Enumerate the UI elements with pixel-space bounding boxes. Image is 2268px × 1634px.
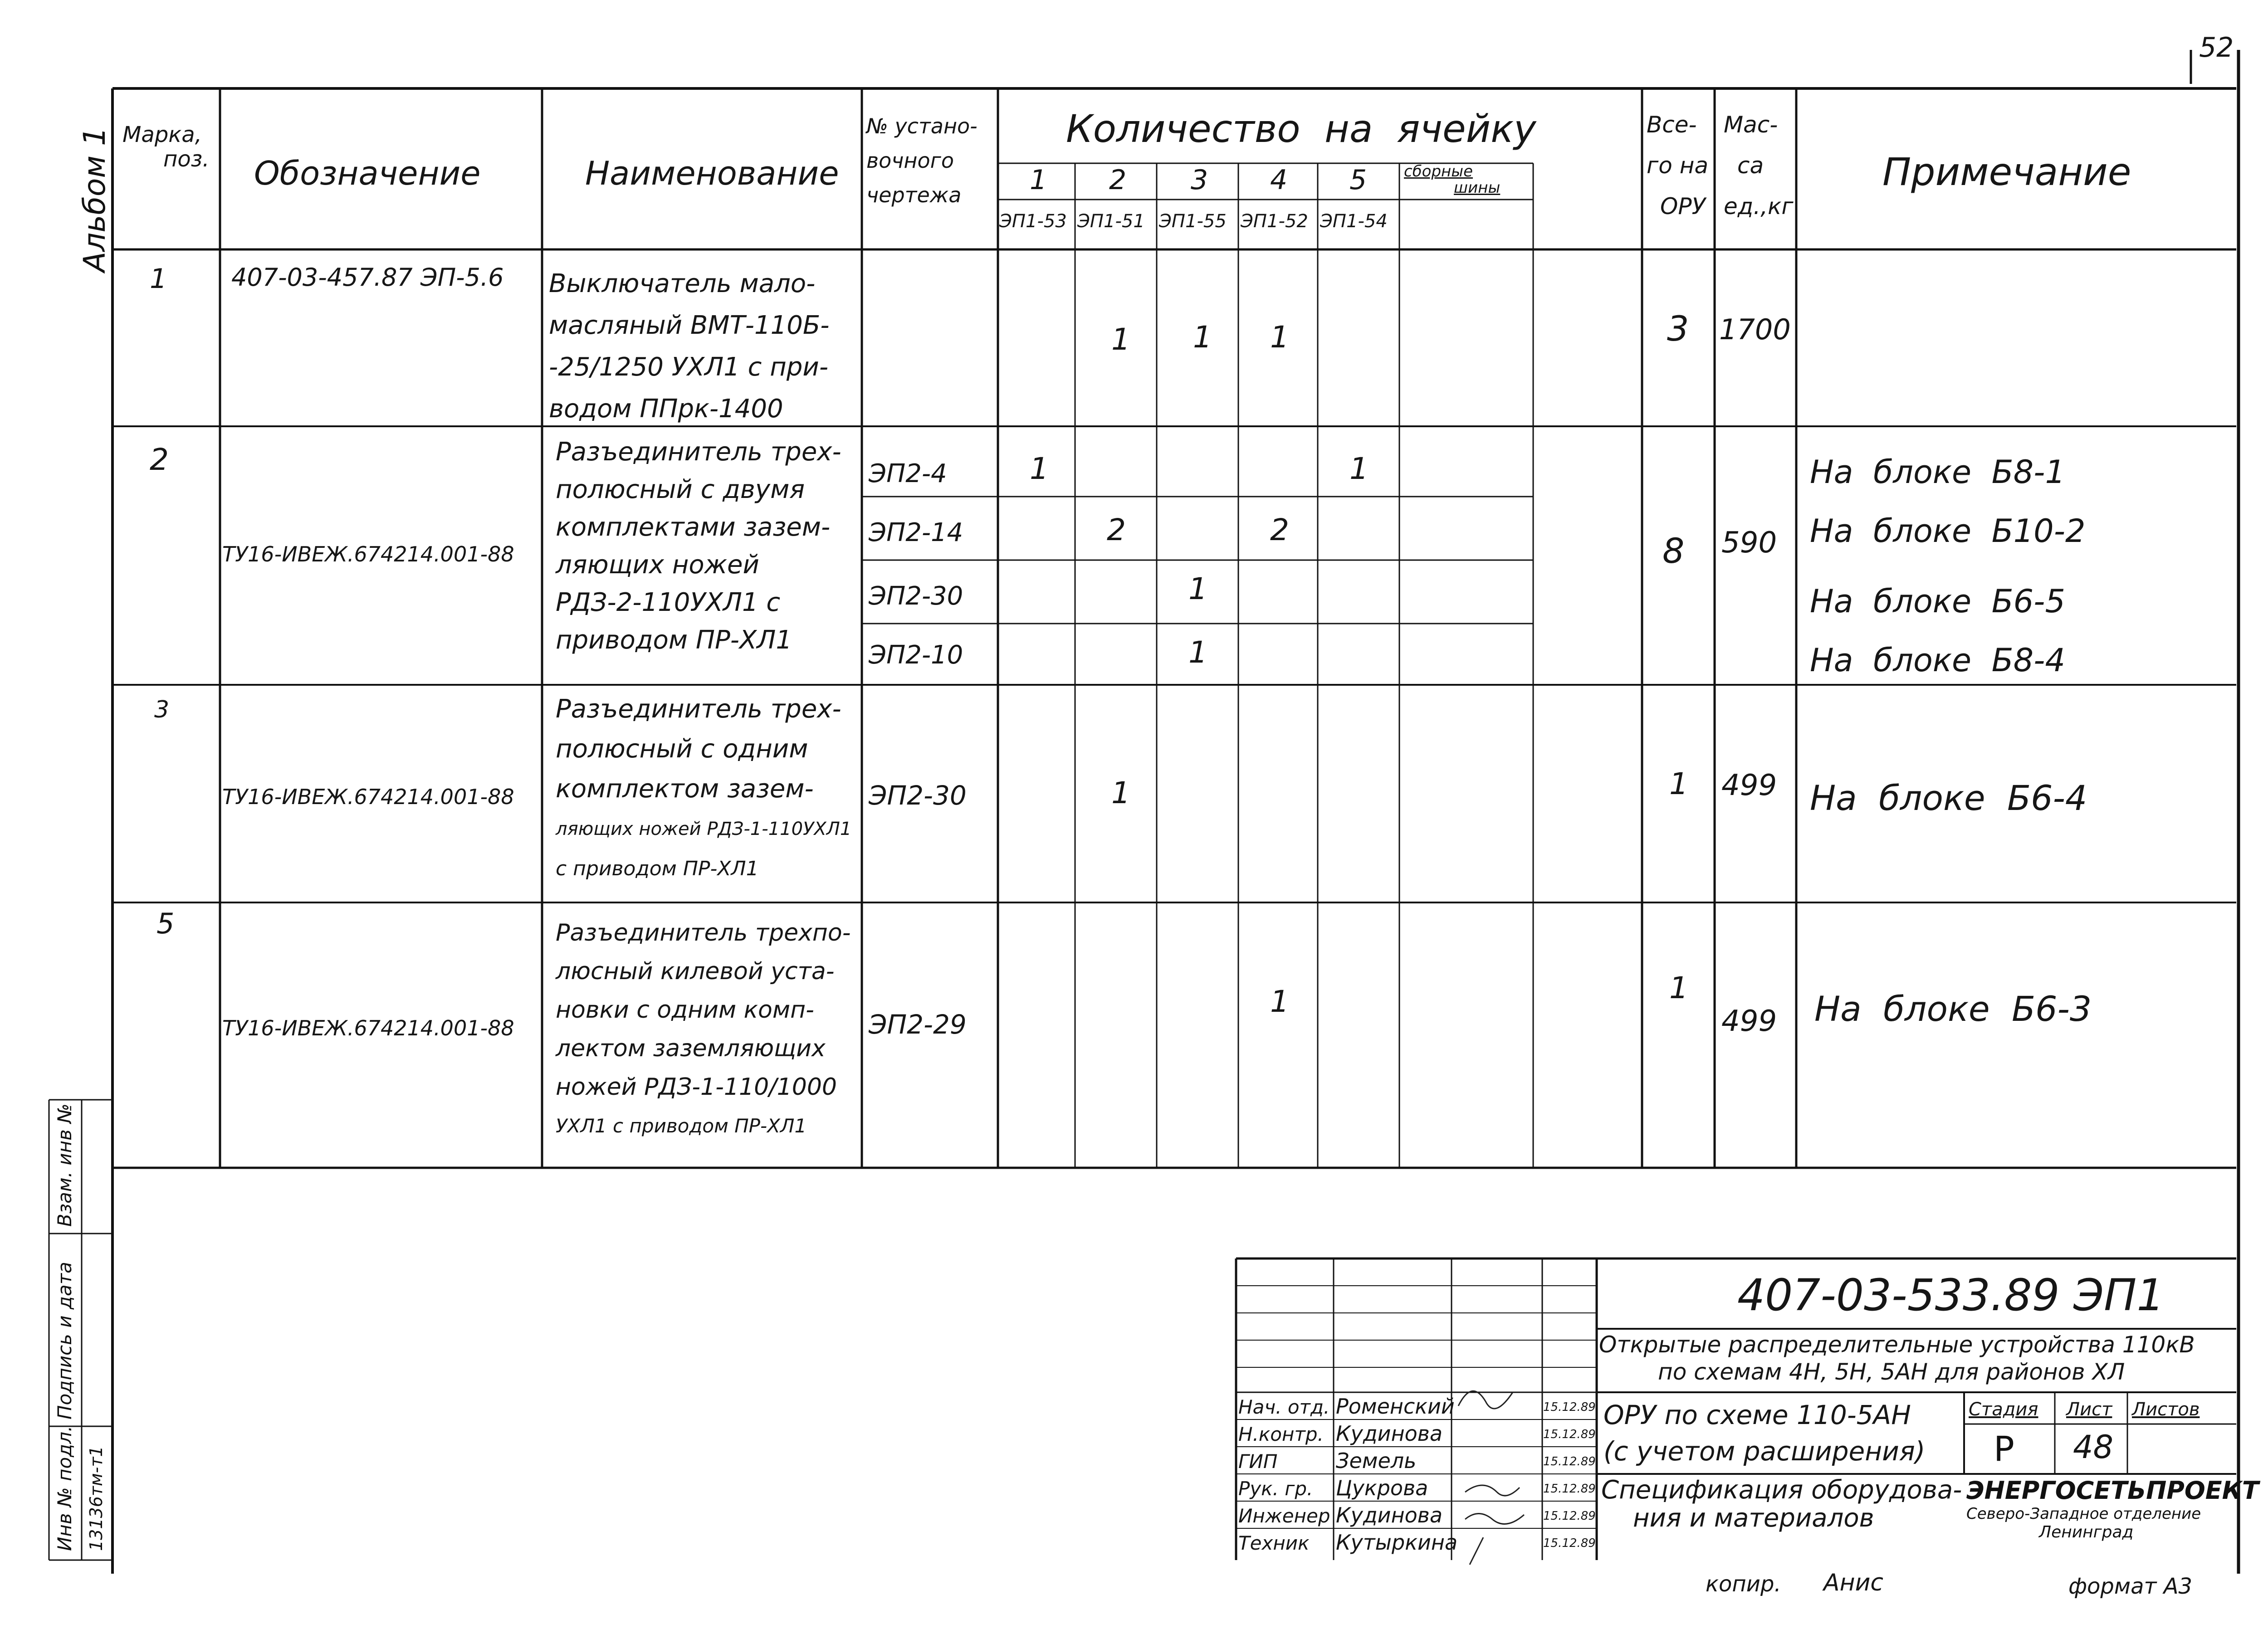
row-1-pos: 1 xyxy=(150,263,167,295)
staff-date-2: 15.12.89 xyxy=(1543,1428,1596,1441)
sheet-value: 48 xyxy=(2073,1429,2114,1466)
row-1-name-line-3: -25/1250 УХЛ1 с при- xyxy=(549,352,829,382)
sheet-label: Лист xyxy=(2066,1399,2112,1420)
row-4-name-line-3: новки с одним комп- xyxy=(556,996,814,1024)
header-total-line-1: Все- xyxy=(1647,112,1697,138)
staff-date-6: 15.12.89 xyxy=(1543,1536,1596,1550)
footer-format: формат А3 xyxy=(2068,1574,2193,1599)
row-2-note-4: На блоке Б8-4 xyxy=(1810,642,2065,679)
row-3-note: На блоке Б6-4 xyxy=(1810,778,2087,818)
header-drawing-line-1: № устано- xyxy=(866,114,978,138)
row-2-drawing-2: ЭП2-14 xyxy=(869,518,963,547)
header-drawing-line-2: вочного xyxy=(866,148,954,173)
header-name: Наименование xyxy=(585,154,839,192)
row-2-drawing-4: ЭП2-10 xyxy=(869,640,963,670)
staff-name-4: Цукрова xyxy=(1336,1476,1428,1500)
row-1-qty-col-4: 1 xyxy=(1270,320,1289,355)
row-2-name xyxy=(556,433,841,659)
row-2-note-3: На блоке Б6-5 xyxy=(1810,583,2065,620)
stamp-sign-label: Подпись и дата xyxy=(54,1262,76,1419)
header-designation: Обозначение xyxy=(254,154,481,192)
row-2-name-line-3: комплектами зазем- xyxy=(556,512,831,542)
row-4-mass: 499 xyxy=(1721,1005,1777,1038)
row-2-qty-a-col-5: 1 xyxy=(1349,451,1369,486)
project-title xyxy=(1599,1331,2195,1385)
staff-role-5: Инженер xyxy=(1238,1505,1330,1527)
org-name-line-2: Северо-Западное отделение xyxy=(1966,1505,2201,1523)
row-2-qty-c-col-3: 1 xyxy=(1188,571,1207,606)
stage-value: Р xyxy=(1994,1429,2014,1469)
col-code-2: ЭП1-51 xyxy=(1077,211,1145,232)
row-4-designation: ТУ16-ИВЕЖ.674214.001-88 xyxy=(222,1016,514,1040)
stage-label: Стадия xyxy=(1969,1399,2038,1420)
project-title-line-2: по схемам 4Н, 5Н, 5АН для районов ХЛ xyxy=(1658,1359,2125,1385)
row-4-qty-col-4: 1 xyxy=(1270,984,1289,1019)
col-code-4: ЭП1-52 xyxy=(1241,211,1308,232)
row-2-designation: ТУ16-ИВЕЖ.674214.001-88 xyxy=(222,542,514,566)
staff-name-1: Роменский xyxy=(1336,1394,1455,1419)
header-busbars-line-2: шины xyxy=(1454,179,1501,197)
org-name-line-3: Ленинград xyxy=(2039,1523,2134,1541)
row-2-name-line-6: приводом ПР-ХЛ1 xyxy=(556,625,792,655)
row-1-qty-col-3: 1 xyxy=(1193,320,1212,355)
row-4-drawing: ЭП2-29 xyxy=(869,1009,967,1040)
footer-copier: Анис xyxy=(1823,1569,1883,1596)
staff-name-2: Кудинова xyxy=(1336,1421,1443,1446)
row-4-name-line-1: Разъединитель трехпо- xyxy=(556,919,851,946)
footer-copied: копир. xyxy=(1706,1571,1781,1597)
row-1-name xyxy=(549,263,830,430)
doc-title-line-2: ния и материалов xyxy=(1633,1503,1874,1533)
row-3-mass: 499 xyxy=(1721,769,1777,802)
row-3-pos: 3 xyxy=(154,696,170,723)
row-3-name-line-5: с приводом ПР-ХЛ1 xyxy=(556,857,759,880)
row-2-qty-b-col-4: 2 xyxy=(1270,512,1289,547)
row-3-name xyxy=(556,689,851,889)
sheet-title-line-2: (с учетом расширения) xyxy=(1603,1436,1926,1467)
row-2-note-1: На блоке Б8-1 xyxy=(1810,454,2065,491)
doc-title-line-1: Спецификация оборудова- xyxy=(1601,1475,1962,1505)
staff-date-1: 15.12.89 xyxy=(1543,1400,1596,1414)
stamp-replace-label: Взам. инв № xyxy=(54,1103,76,1227)
row-4-name xyxy=(556,914,850,1145)
sheet-title-line-1: ОРУ по схеме 110-5АН xyxy=(1603,1400,1911,1430)
doc-code: 407-03-533.89 ЭП1 xyxy=(1737,1270,2165,1321)
row-1-name-line-4: водом ППрк-1400 xyxy=(549,394,783,424)
sheet-title xyxy=(1603,1397,1925,1469)
row-3-qty-col-2: 1 xyxy=(1111,776,1130,810)
header-mass-line-1: Мас- xyxy=(1724,112,1778,138)
row-3-name-line-2: полюсный с одним xyxy=(556,734,808,764)
row-2-pos: 2 xyxy=(150,442,169,477)
col-code-3: ЭП1-55 xyxy=(1159,211,1227,232)
project-title-line-1: Открытые распределительные устройства 110кВ xyxy=(1599,1332,2195,1358)
row-2-total: 8 xyxy=(1662,531,1685,571)
header-drawing-line-3: чертежа xyxy=(866,183,962,207)
row-2-name-line-2: полюсный с двумя xyxy=(556,475,805,504)
header-note: Примечание xyxy=(1882,150,2131,194)
col-number-2: 2 xyxy=(1109,164,1127,196)
row-4-pos: 5 xyxy=(156,907,175,940)
header-quantity-title: Количество на ячейку xyxy=(1066,107,1536,151)
header-drawing xyxy=(866,109,978,212)
staff-name-6: Кутыркина xyxy=(1336,1530,1458,1555)
row-3-name-line-3: комплектом зазем- xyxy=(556,774,814,804)
row-1-name-line-1: Выключатель мало- xyxy=(549,269,816,298)
staff-name-5: Кудинова xyxy=(1336,1503,1443,1527)
col-number-5: 5 xyxy=(1349,164,1367,196)
col-code-1: ЭП1-53 xyxy=(999,211,1067,232)
header-total-line-2: го на xyxy=(1647,152,1709,179)
row-2-name-line-4: ляющих ножей xyxy=(556,550,759,580)
staff-date-4: 15.12.89 xyxy=(1543,1482,1596,1496)
row-3-designation: ТУ16-ИВЕЖ.674214.001-88 xyxy=(222,785,514,809)
row-4-name-line-5: ножей РДЗ-1-110/1000 xyxy=(556,1073,837,1101)
row-1-qty-col-2: 1 xyxy=(1111,322,1130,357)
org-name-line-1: ЭНЕРГОСЕТЬПРОЕКТ xyxy=(1966,1476,2259,1505)
col-number-4: 4 xyxy=(1270,164,1288,196)
staff-role-6: Техник xyxy=(1238,1532,1310,1554)
row-4-name-line-4: лектом заземляющих xyxy=(556,1035,826,1062)
page-number: 52 xyxy=(2199,32,2234,63)
header-mark-line-2: поз. xyxy=(163,146,210,172)
row-2-name-line-1: Разъединитель трех- xyxy=(556,437,841,467)
header-busbars xyxy=(1404,163,1500,196)
header-mass xyxy=(1724,104,1794,227)
row-3-total: 1 xyxy=(1669,766,1688,801)
album-label: Альбом 1 xyxy=(77,127,112,272)
row-1-designation: 407-03-457.87 ЭП-5.6 xyxy=(231,263,504,292)
row-2-qty-b-col-2: 2 xyxy=(1107,512,1126,547)
row-3-name-line-4: ляющих ножей РДЗ-1-110УХЛ1 xyxy=(556,819,852,839)
doc-title xyxy=(1601,1476,1962,1532)
staff-role-3: ГИП xyxy=(1238,1450,1278,1473)
row-2-drawing-1: ЭП2-4 xyxy=(869,459,947,488)
row-2-name-line-5: РДЗ-2-110УХЛ1 с xyxy=(556,588,781,617)
header-total-line-3: ОРУ xyxy=(1660,193,1706,219)
header-mark xyxy=(122,122,210,171)
row-2-note-2: На блоке Б10-2 xyxy=(1810,512,2086,550)
row-4-total: 1 xyxy=(1669,971,1688,1005)
col-number-1: 1 xyxy=(1030,164,1047,196)
row-2-drawing-3: ЭП2-30 xyxy=(869,581,963,611)
col-code-5: ЭП1-54 xyxy=(1320,211,1388,232)
staff-date-3: 15.12.89 xyxy=(1543,1455,1596,1468)
row-1-mass: 1700 xyxy=(1719,313,1791,346)
staff-role-2: Н.контр. xyxy=(1238,1423,1324,1445)
row-1-total: 3 xyxy=(1667,308,1689,349)
staff-role-1: Нач. отд. xyxy=(1238,1396,1330,1418)
col-number-3: 3 xyxy=(1191,164,1208,196)
row-3-drawing: ЭП2-30 xyxy=(869,780,967,811)
row-4-name-line-6: УХЛ1 с приводом ПР-ХЛ1 xyxy=(556,1115,807,1137)
org-name xyxy=(1966,1476,2259,1541)
stamp-inv-number: 13136тм-т1 xyxy=(86,1446,106,1551)
row-2-qty-a-col-1: 1 xyxy=(1030,451,1049,486)
header-mark-line-1: Марка, xyxy=(122,122,202,147)
header-total xyxy=(1647,104,1708,227)
row-2-qty-d-col-3: 1 xyxy=(1188,635,1207,670)
staff-role-4: Рук. гр. xyxy=(1238,1478,1313,1500)
staff-date-5: 15.12.89 xyxy=(1543,1509,1596,1523)
header-busbars-line-1: сборные xyxy=(1404,162,1473,180)
row-4-name-line-2: люсный килевой уста- xyxy=(556,958,835,985)
stamp-inv-label: Инв № подл. xyxy=(54,1425,76,1551)
row-2-mass: 590 xyxy=(1721,526,1777,560)
header-mass-line-3: ед.,кг xyxy=(1724,193,1794,219)
sheets-label: Листов xyxy=(2132,1399,2200,1420)
header-mass-line-2: са xyxy=(1737,152,1764,179)
row-4-note: На блоке Б6-3 xyxy=(1814,989,2092,1029)
row-3-name-line-1: Разъединитель трех- xyxy=(556,694,841,724)
row-1-name-line-2: масляный ВМТ-110Б- xyxy=(549,311,830,340)
staff-name-3: Земель xyxy=(1336,1449,1417,1473)
